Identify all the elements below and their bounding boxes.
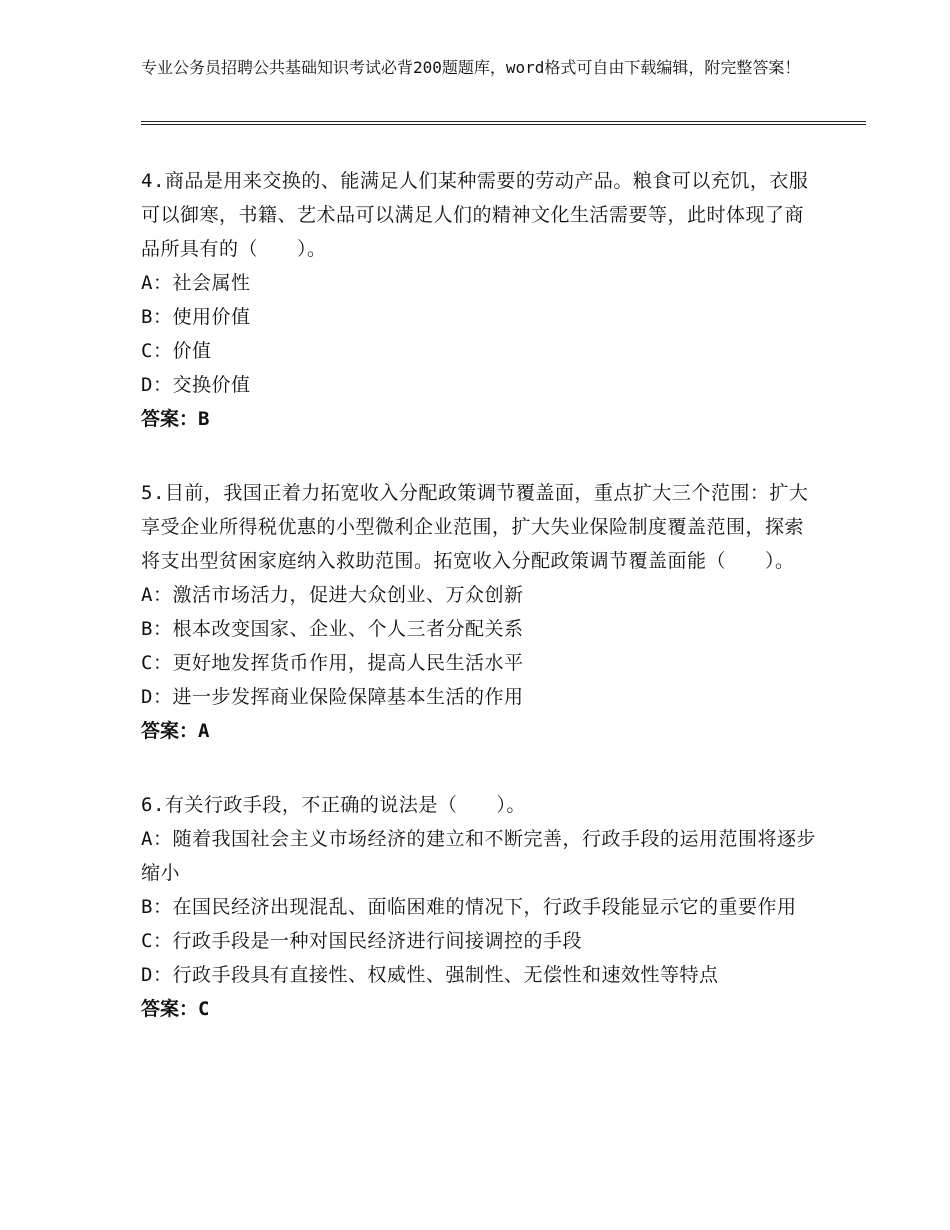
header-rule-bottom (141, 124, 866, 125)
answer-value: C (198, 998, 210, 1020)
option-d: D：交换价值 (141, 374, 251, 396)
option-b: B：在国民经济出现混乱、面临困难的情况下，行政手段能显示它的重要作用 (141, 896, 797, 918)
question-6 (141, 788, 821, 1026)
option-c: C：行政手段是一种对国民经济进行间接调控的手段 (141, 930, 582, 952)
option-c: C：更好地发挥货币作用，提高人民生活水平 (141, 652, 524, 674)
question-stem: 5.目前，我国正着力拓宽收入分配政策调节覆盖面，重点扩大三个范围：扩大享受企业所得税优惠的小型微利企业范围，扩大失业保险制度覆盖范围，探索将支出型贫困家庭纳入救助范围。拓宽收入分配政策调节覆盖面能（ ）。 (141, 482, 809, 572)
answer-line (141, 714, 821, 748)
option-d: D：行政手段具有直接性、权威性、强制性、无偿性和速效性等特点 (141, 964, 719, 986)
answer-label: 答案： (141, 408, 199, 430)
option-a: A：激活市场活力，促进大众创业、万众创新 (141, 584, 524, 606)
header-rule-top (141, 121, 866, 122)
option-b: B：根本改变国家、企业、个人三者分配关系 (141, 618, 524, 640)
option-a: A：随着我国社会主义市场经济的建立和不断完善，行政手段的运用范围将逐步缩小 (141, 828, 816, 884)
answer-label: 答案： (141, 720, 199, 742)
option-d: D：进一步发挥商业保险保障基本生活的作用 (141, 686, 524, 708)
answer-line (141, 402, 821, 436)
answer-line (141, 992, 821, 1026)
answer-label: 答案： (141, 998, 199, 1020)
question-4 (141, 164, 821, 436)
answer-value: B (198, 408, 210, 430)
question-stem: 4.商品是用来交换的、能满足人们某种需要的劳动产品。粮食可以充饥，衣服可以御寒，书籍、艺术品可以满足人们的精神文化生活需要等，此时体现了商品所具有的（ ）。 (141, 170, 809, 260)
question-list (141, 164, 821, 1066)
option-b: B：使用价值 (141, 306, 251, 328)
page-header: 专业公务员招聘公共基础知识考试必背200题题库，word格式可自由下载编辑，附完整答案！ (141, 58, 801, 77)
question-stem: 6.有关行政手段，不正确的说法是（ ）。 (141, 794, 526, 816)
option-c: C：价值 (141, 340, 212, 362)
option-a: A：社会属性 (141, 272, 251, 294)
question-5 (141, 476, 821, 748)
answer-value: A (198, 720, 210, 742)
